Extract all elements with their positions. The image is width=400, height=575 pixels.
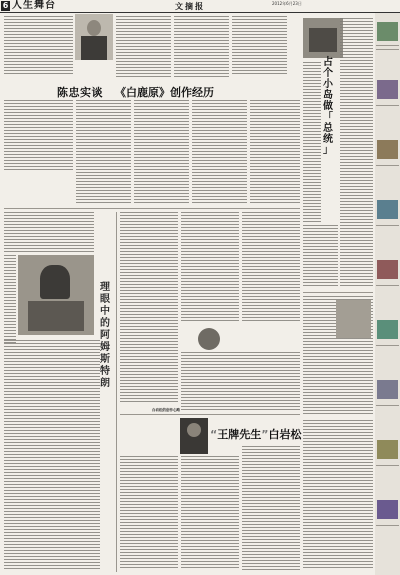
side-headline-char: 小 bbox=[323, 79, 333, 90]
body-text bbox=[76, 100, 131, 205]
body-text bbox=[303, 420, 373, 570]
body-text bbox=[303, 62, 321, 222]
photo-bai-yansong bbox=[180, 418, 208, 454]
divider bbox=[303, 292, 373, 293]
side-headline-char: 个 bbox=[323, 68, 333, 79]
side-headline-char: 占 bbox=[323, 57, 333, 68]
quote-close: ” bbox=[261, 428, 269, 441]
body-text bbox=[242, 212, 300, 322]
side-headline bbox=[323, 57, 336, 156]
side-headline-char: 岛 bbox=[323, 90, 333, 101]
photo-ad-book bbox=[336, 300, 371, 338]
mid-headline-char: 特 bbox=[100, 366, 111, 377]
ad-text-line bbox=[376, 525, 399, 526]
body-text bbox=[181, 456, 239, 570]
ad-text-line bbox=[376, 45, 399, 46]
bottom-headline bbox=[210, 426, 301, 442]
book-cover-ad[interactable] bbox=[377, 200, 398, 219]
book-cover-ad[interactable] bbox=[377, 80, 398, 99]
section-title: 人生舞台 bbox=[12, 0, 56, 11]
body-text bbox=[4, 255, 16, 345]
body-text bbox=[4, 100, 73, 170]
mid-headline-char: 朗 bbox=[100, 378, 111, 389]
main-headline-part2: 《白鹿原》创作经历 bbox=[115, 86, 214, 99]
column-divider bbox=[116, 212, 117, 572]
photo-author bbox=[75, 14, 113, 60]
side-headline-char: 」 bbox=[323, 145, 333, 156]
book-cover-ad[interactable] bbox=[377, 320, 398, 339]
ad-text-line bbox=[376, 405, 399, 406]
body-text bbox=[134, 100, 189, 205]
mid-headline-char: 理 bbox=[100, 282, 111, 293]
mid-headline-char: 的 bbox=[100, 318, 111, 329]
mid-headline-char: 斯 bbox=[100, 354, 111, 365]
photo-cyclist bbox=[18, 255, 94, 335]
body-text bbox=[120, 456, 178, 570]
body-text bbox=[303, 225, 338, 288]
main-headline-part1: 陈忠实谈 bbox=[57, 86, 103, 99]
body-text bbox=[4, 16, 73, 76]
ad-text-line bbox=[376, 465, 399, 466]
page-header bbox=[0, 0, 400, 13]
book-cover-ad[interactable] bbox=[377, 260, 398, 279]
bottom-annotation: 白岩松的创作心路 bbox=[152, 408, 180, 412]
ad-text-line bbox=[376, 165, 399, 166]
masthead: 文摘报 bbox=[175, 1, 205, 11]
mid-headline-char: 阿 bbox=[100, 330, 111, 341]
divider bbox=[120, 414, 300, 415]
ad-text-line bbox=[376, 225, 399, 226]
side-headline-char: 统 bbox=[323, 134, 333, 145]
body-text bbox=[116, 16, 171, 78]
ad-text-line bbox=[376, 105, 399, 106]
body-text bbox=[4, 340, 100, 570]
book-cover-ad[interactable] bbox=[377, 380, 398, 399]
body-text bbox=[250, 100, 300, 205]
mid-headline-char: 眼 bbox=[100, 294, 111, 305]
body-text bbox=[242, 446, 300, 570]
ad-text-line bbox=[376, 345, 399, 346]
dateline: 2012年6月23日 bbox=[272, 1, 302, 6]
book-cover-ad[interactable] bbox=[377, 22, 398, 41]
mid-headline bbox=[100, 282, 114, 390]
book-cover-ad[interactable] bbox=[377, 140, 398, 159]
body-text bbox=[174, 16, 229, 78]
body-text bbox=[4, 212, 94, 252]
mid-headline-char: 姆 bbox=[100, 342, 111, 353]
body-text bbox=[181, 352, 300, 412]
book-cover-ad[interactable] bbox=[377, 440, 398, 459]
side-headline-char: 做 bbox=[323, 101, 333, 112]
photo-island bbox=[303, 18, 343, 58]
body-text bbox=[232, 16, 287, 76]
body-text bbox=[120, 212, 178, 402]
side-headline-char: 「 bbox=[323, 112, 333, 123]
ad-text-line bbox=[376, 285, 399, 286]
body-text bbox=[181, 212, 239, 322]
body-text bbox=[340, 18, 373, 288]
book-cover-ad[interactable] bbox=[377, 500, 398, 519]
quote-open: “ bbox=[210, 428, 218, 441]
side-headline-char: 总 bbox=[323, 123, 333, 134]
mid-headline-char: 中 bbox=[100, 306, 111, 317]
divider bbox=[4, 208, 300, 209]
page-number: 6 bbox=[2, 1, 9, 10]
body-text bbox=[192, 100, 247, 205]
bottom-headline-name: 白岩松 bbox=[268, 428, 302, 441]
ad-text-line bbox=[376, 49, 399, 50]
photo-round-badge bbox=[198, 328, 220, 350]
bottom-headline-title: 王牌先生 bbox=[217, 428, 262, 441]
